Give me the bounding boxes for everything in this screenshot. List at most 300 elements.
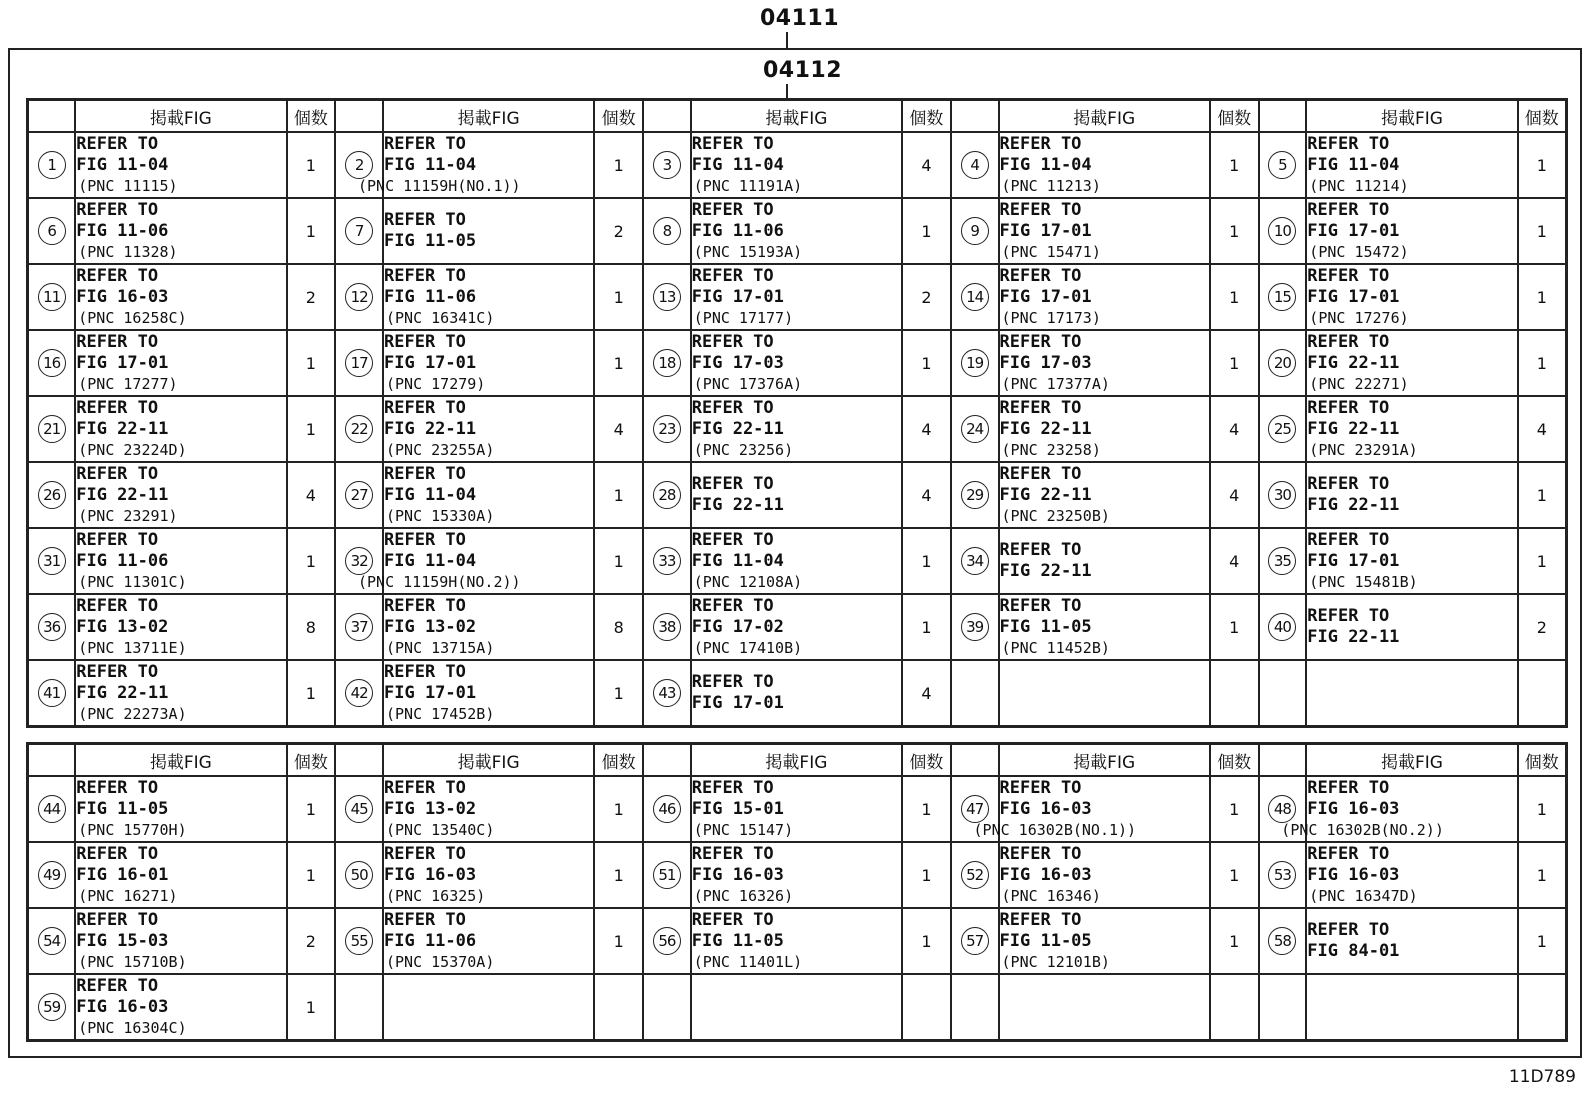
callout-cell [643, 330, 691, 396]
fig-ref-cell [691, 198, 902, 264]
callout-number: 36 [38, 613, 66, 641]
pnc-number: (PNC 17177) [693, 308, 794, 327]
callout-number: 39 [961, 613, 989, 641]
refer-to-text: REFER TO [76, 975, 159, 996]
pnc-number: (PNC 16341C) [386, 308, 495, 327]
pnc-number: (PNC 16302B(NO.1)) [973, 820, 1137, 839]
qty-value: 4 [1229, 419, 1240, 439]
fig-number: FIG 22-11 [76, 682, 169, 703]
qty-cell [594, 974, 643, 1041]
callout-cell [335, 594, 383, 660]
fig-number: FIG 11-04 [1307, 154, 1400, 175]
callout-cell [643, 264, 691, 330]
pnc-number: (PNC 15330A) [386, 506, 495, 525]
fig-ref-cell [1306, 842, 1517, 908]
pnc-number: (PNC 17377A) [1001, 374, 1110, 393]
fig-ref-cell [1306, 396, 1517, 462]
refer-to-text: REFER TO [384, 529, 466, 550]
fig-number: FIG 11-04 [76, 154, 169, 175]
refer-to-text: REFER TO [691, 909, 774, 930]
fig-ref-cell [691, 264, 902, 330]
callout-cell [1259, 396, 1307, 462]
qty-value: 1 [1229, 287, 1240, 307]
refer-to-text: REFER TO [384, 843, 466, 864]
qty-cell [1518, 974, 1567, 1041]
fig-number: FIG 16-03 [384, 864, 477, 885]
fig-number: FIG 22-11 [76, 418, 169, 439]
header-blank [28, 744, 76, 777]
header-fig: 掲載FIG [1306, 744, 1517, 777]
callout-number: 20 [1268, 349, 1296, 377]
qty-cell [1210, 908, 1259, 974]
qty-cell [1518, 198, 1567, 264]
callout-number: 50 [345, 861, 373, 889]
refer-to-text: REFER TO [1307, 397, 1390, 418]
callout-number: 32 [345, 547, 373, 575]
qty-cell [902, 660, 951, 727]
header-fig: 掲載FIG [691, 744, 902, 777]
qty-value: 4 [1229, 551, 1240, 571]
qty-cell [902, 528, 951, 594]
callout-number: 6 [38, 217, 66, 245]
fig-number: FIG 84-01 [1307, 941, 1400, 961]
callout-cell [335, 776, 383, 842]
refer-to-text: REFER TO [1307, 606, 1390, 626]
fig-ref-cell [383, 660, 594, 727]
callout-cell [335, 462, 383, 528]
pnc-number: (PNC 15472) [1309, 242, 1409, 261]
qty-cell [1518, 594, 1567, 660]
header-fig: 掲載FIG [75, 744, 286, 777]
header-qty: 個数 [594, 744, 643, 777]
refer-to-text: REFER TO [1307, 474, 1390, 494]
callout-cell [643, 198, 691, 264]
fig-number: FIG 11-04 [384, 550, 477, 571]
pnc-number: (PNC 11301C) [78, 572, 187, 591]
refer-to-text: REFER TO [999, 199, 1082, 220]
callout-cell [335, 974, 383, 1041]
fig-ref-cell [75, 594, 286, 660]
fig-number: FIG 11-06 [384, 930, 477, 951]
pnc-number: (PNC 11214) [1309, 176, 1409, 195]
fig-ref-cell [1306, 330, 1517, 396]
header-blank [28, 100, 76, 133]
fig-number: FIG 15-03 [76, 930, 169, 951]
pnc-number: (PNC 16347D) [1309, 886, 1418, 905]
callout-number: 10 [1268, 217, 1296, 245]
qty-cell [594, 776, 643, 842]
pnc-number: (PNC 15471) [1001, 242, 1101, 261]
table-row [28, 396, 1567, 462]
qty-cell [594, 462, 643, 528]
qty-cell [1210, 198, 1259, 264]
qty-cell [1210, 264, 1259, 330]
header-qty: 個数 [902, 100, 951, 133]
qty-cell [287, 264, 336, 330]
callout-cell [951, 908, 999, 974]
qty-value: 1 [921, 931, 932, 951]
callout-cell [335, 908, 383, 974]
fig-ref-cell [383, 264, 594, 330]
qty-value: 1 [1536, 353, 1547, 373]
pnc-number: (PNC 11159H(NO.2)) [358, 572, 521, 591]
pnc-number: (PNC 13540C) [386, 820, 495, 839]
callout-cell [643, 974, 691, 1041]
fig-number: FIG 13-02 [384, 616, 477, 637]
qty-cell [1518, 462, 1567, 528]
qty-cell [594, 330, 643, 396]
fig-number: FIG 11-05 [76, 798, 169, 819]
fig-number: FIG 17-01 [691, 693, 784, 713]
callout-number: 5 [1268, 151, 1296, 179]
fig-ref-cell [691, 842, 902, 908]
fig-number: FIG 11-05 [691, 930, 784, 951]
fig-number: FIG 17-01 [384, 352, 477, 373]
qty-cell [1518, 330, 1567, 396]
pnc-number: (PNC 16258C) [78, 308, 187, 327]
callout-cell [28, 396, 76, 462]
qty-cell [1210, 660, 1259, 727]
pnc-number: (PNC 16271) [78, 886, 178, 905]
qty-value: 1 [1229, 865, 1240, 885]
pnc-number: (PNC 11191A) [693, 176, 803, 195]
header-blank [335, 100, 383, 133]
header-fig: 掲載FIG [999, 100, 1210, 133]
qty-value: 8 [305, 617, 316, 637]
table-row [28, 462, 1567, 528]
table-row [28, 528, 1567, 594]
refer-to-text: REFER TO [999, 777, 1082, 798]
fig-ref-cell [383, 198, 594, 264]
callout-cell [28, 776, 76, 842]
refer-to-text: REFER TO [691, 672, 774, 692]
callout-number: 23 [653, 415, 681, 443]
callout-cell [28, 660, 76, 727]
qty-cell [1518, 776, 1567, 842]
qty-value: 1 [613, 287, 624, 307]
callout-number: 43 [653, 679, 681, 707]
refer-to-text: REFER TO [1307, 331, 1390, 352]
fig-ref-cell [999, 198, 1210, 264]
qty-cell [594, 528, 643, 594]
callout-cell [28, 908, 76, 974]
fig-ref-cell [383, 842, 594, 908]
fig-ref-cell [691, 330, 902, 396]
callout-number: 7 [345, 217, 373, 245]
callout-cell [951, 842, 999, 908]
qty-cell [902, 908, 951, 974]
qty-value: 1 [1229, 155, 1240, 175]
qty-value: 1 [613, 155, 624, 175]
qty-value: 4 [921, 485, 932, 505]
qty-value: 4 [921, 419, 932, 439]
qty-cell [1518, 528, 1567, 594]
fig-ref-cell [1306, 264, 1517, 330]
parts-table-2 [26, 742, 1568, 1042]
header-blank [951, 744, 999, 777]
refer-to-text: REFER TO [76, 265, 159, 286]
qty-cell [287, 528, 336, 594]
pnc-number: (PNC 15147) [693, 820, 794, 839]
fig-ref-cell [75, 528, 286, 594]
callout-cell [28, 594, 76, 660]
fig-number: FIG 22-11 [384, 418, 477, 439]
callout-number: 55 [345, 927, 373, 955]
fig-number: FIG 17-03 [691, 352, 784, 373]
header-qty: 個数 [1210, 100, 1259, 133]
fig-number: FIG 11-05 [999, 616, 1092, 637]
qty-value: 1 [1536, 551, 1547, 571]
qty-value: 1 [1536, 799, 1547, 819]
callout-cell [951, 974, 999, 1041]
callout-cell [643, 776, 691, 842]
qty-value: 1 [1229, 353, 1240, 373]
qty-value: 4 [305, 485, 316, 505]
callout-number: 54 [38, 927, 66, 955]
qty-value: 1 [1229, 799, 1240, 819]
qty-cell [1518, 660, 1567, 727]
table-row [28, 264, 1567, 330]
callout-number: 40 [1268, 613, 1296, 641]
callout-cell [951, 132, 999, 198]
fig-number: FIG 17-02 [691, 616, 784, 637]
header-fig: 掲載FIG [383, 744, 594, 777]
callout-cell [643, 908, 691, 974]
refer-to-text: REFER TO [999, 843, 1082, 864]
qty-cell [1210, 974, 1259, 1041]
fig-number: FIG 15-01 [691, 798, 784, 819]
callout-cell [951, 264, 999, 330]
callout-number: 29 [961, 481, 989, 509]
callout-cell [951, 396, 999, 462]
fig-ref-cell [75, 396, 286, 462]
fig-number: FIG 22-11 [999, 418, 1092, 439]
qty-value: 1 [305, 865, 316, 885]
refer-to-text: REFER TO [691, 777, 774, 798]
callout-cell [335, 842, 383, 908]
pnc-number: (PNC 17276) [1309, 308, 1409, 327]
refer-to-text: REFER TO [999, 540, 1082, 560]
callout-number: 52 [961, 861, 989, 889]
callout-cell [28, 132, 76, 198]
refer-to-text: REFER TO [999, 595, 1082, 616]
fig-number: FIG 22-11 [1307, 495, 1400, 515]
refer-to-text: REFER TO [384, 777, 466, 798]
fig-ref-cell [75, 132, 286, 198]
refer-to-text: REFER TO [999, 133, 1082, 154]
fig-number: FIG 22-11 [1307, 418, 1400, 439]
fig-ref-cell [75, 908, 286, 974]
fig-ref-cell [75, 330, 286, 396]
fig-ref-cell [383, 908, 594, 974]
refer-to-text: REFER TO [384, 595, 466, 616]
qty-value: 1 [1229, 617, 1240, 637]
qty-cell [1518, 396, 1567, 462]
fig-number: FIG 11-04 [999, 154, 1092, 175]
refer-to-text: REFER TO [76, 133, 159, 154]
callout-number: 44 [38, 795, 66, 823]
qty-value: 1 [613, 551, 624, 571]
header-qty: 個数 [287, 100, 336, 133]
qty-value: 1 [1536, 485, 1547, 505]
callout-number: 45 [345, 795, 373, 823]
pnc-number: (PNC 15710B) [78, 952, 187, 971]
callout-number: 56 [653, 927, 681, 955]
callout-number: 3 [653, 151, 681, 179]
fig-ref-cell [383, 974, 594, 1041]
fig-number: FIG 16-03 [999, 864, 1092, 885]
callout-cell [28, 198, 76, 264]
fig-ref-cell [999, 132, 1210, 198]
refer-to-text: REFER TO [691, 397, 774, 418]
refer-to-text: REFER TO [691, 474, 774, 494]
callout-number: 33 [653, 547, 681, 575]
header-blank [1259, 100, 1307, 133]
qty-value: 1 [921, 221, 932, 241]
callout-number: 53 [1268, 861, 1296, 889]
refer-to-text: REFER TO [384, 397, 466, 418]
refer-to-text: REFER TO [691, 843, 774, 864]
callout-cell [28, 264, 76, 330]
refer-to-text: REFER TO [384, 331, 466, 352]
pnc-number: (PNC 16346) [1001, 886, 1101, 905]
callout-number: 51 [653, 861, 681, 889]
fig-number: FIG 11-06 [76, 220, 169, 241]
refer-to-text: REFER TO [999, 909, 1082, 930]
callout-cell [335, 198, 383, 264]
callout-cell [643, 132, 691, 198]
fig-ref-cell [999, 396, 1210, 462]
fig-ref-cell [383, 330, 594, 396]
fig-number: FIG 22-11 [1307, 352, 1400, 373]
refer-to-text: REFER TO [1307, 133, 1390, 154]
qty-cell [594, 132, 643, 198]
table-row [28, 330, 1567, 396]
qty-value: 1 [613, 865, 624, 885]
pnc-number: (PNC 15770H) [78, 820, 187, 839]
refer-to-text: REFER TO [384, 661, 466, 682]
fig-ref-cell [1306, 908, 1517, 974]
pnc-number: (PNC 16302B(NO.2)) [1281, 820, 1444, 839]
fig-ref-cell [75, 776, 286, 842]
refer-to-text: REFER TO [76, 397, 159, 418]
callout-cell [1259, 594, 1307, 660]
refer-to-text: REFER TO [999, 397, 1082, 418]
pnc-number: (PNC 23255A) [386, 440, 495, 459]
fig-number: FIG 11-04 [384, 484, 477, 505]
refer-to-text: REFER TO [691, 265, 774, 286]
fig-ref-cell [75, 660, 286, 727]
callout-number: 21 [38, 415, 66, 443]
callout-cell [643, 396, 691, 462]
fig-ref-cell [75, 974, 286, 1041]
fig-ref-cell [999, 462, 1210, 528]
qty-cell [287, 396, 336, 462]
refer-to-text: REFER TO [691, 331, 774, 352]
refer-to-text: REFER TO [76, 595, 159, 616]
callout-cell [28, 462, 76, 528]
fig-number: FIG 16-03 [999, 798, 1092, 819]
fig-ref-cell [691, 908, 902, 974]
fig-ref-cell [999, 528, 1210, 594]
refer-to-text: REFER TO [76, 331, 159, 352]
fig-ref-cell [999, 974, 1210, 1041]
qty-cell [1210, 462, 1259, 528]
fig-number: FIG 16-03 [691, 864, 784, 885]
fig-number: FIG 11-04 [384, 154, 477, 175]
fig-number: FIG 17-03 [999, 352, 1092, 373]
pnc-number: (PNC 23258) [1001, 440, 1101, 459]
pnc-number: (PNC 17173) [1001, 308, 1101, 327]
callout-number: 19 [961, 349, 989, 377]
refer-to-text: REFER TO [691, 529, 774, 550]
fig-ref-cell [1306, 660, 1517, 727]
callout-number: 37 [345, 613, 373, 641]
callout-number: 59 [38, 993, 66, 1021]
qty-value: 1 [305, 799, 316, 819]
callout-cell [335, 330, 383, 396]
fig-number: FIG 17-01 [999, 220, 1092, 241]
callout-cell [1259, 908, 1307, 974]
qty-cell [287, 198, 336, 264]
refer-to-text: REFER TO [76, 843, 159, 864]
fig-number: FIG 22-11 [76, 484, 169, 505]
refer-to-text: REFER TO [1307, 777, 1390, 798]
callout-cell [643, 528, 691, 594]
refer-to-text: REFER TO [384, 210, 466, 230]
callout-number: 24 [961, 415, 989, 443]
qty-value: 2 [305, 931, 316, 951]
fig-ref-cell [1306, 462, 1517, 528]
callout-cell [951, 660, 999, 727]
fig-number: FIG 17-01 [1307, 286, 1400, 307]
refer-to-text: REFER TO [76, 199, 159, 220]
fig-number: FIG 17-01 [384, 682, 477, 703]
refer-to-text: REFER TO [384, 463, 466, 484]
callout-number: 30 [1268, 481, 1296, 509]
header-qty: 個数 [1210, 744, 1259, 777]
fig-ref-cell [999, 908, 1210, 974]
table-row [28, 908, 1567, 974]
pnc-number: (PNC 22271) [1309, 374, 1409, 393]
callout-cell [1259, 462, 1307, 528]
table-row [28, 660, 1567, 727]
qty-cell [1518, 132, 1567, 198]
fig-number: FIG 22-11 [999, 561, 1092, 581]
qty-cell [902, 462, 951, 528]
qty-cell [594, 198, 643, 264]
refer-to-text: REFER TO [999, 265, 1082, 286]
fig-number: FIG 16-03 [76, 286, 169, 307]
callout-cell [1259, 528, 1307, 594]
header-qty: 個数 [287, 744, 336, 777]
fig-number: FIG 11-06 [384, 286, 477, 307]
callout-cell [335, 660, 383, 727]
qty-cell [594, 594, 643, 660]
refer-to-text: REFER TO [1307, 199, 1390, 220]
fig-ref-cell [1306, 528, 1517, 594]
callout-number: 16 [38, 349, 66, 377]
refer-to-text: REFER TO [999, 463, 1082, 484]
qty-value: 4 [613, 419, 624, 439]
callout-cell [28, 528, 76, 594]
pnc-number: (PNC 11401L) [693, 952, 803, 971]
qty-cell [287, 462, 336, 528]
refer-to-text: REFER TO [1307, 265, 1390, 286]
qty-cell [287, 132, 336, 198]
callout-cell [28, 330, 76, 396]
pnc-number: (PNC 17376A) [693, 374, 803, 393]
